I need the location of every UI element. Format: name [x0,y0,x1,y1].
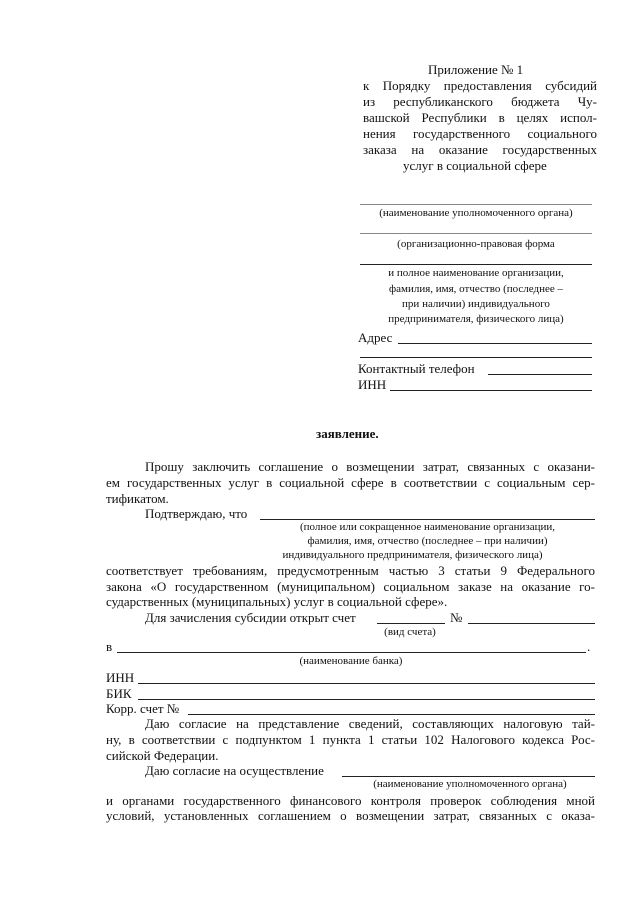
account-number-sign: № [450,610,463,625]
confirm-caption: фамилия, имя, отчество (последнее – при наличии) [307,535,548,547]
inn-label-header: ИНН [358,377,387,392]
body-paragraph-line: закона «О государственном (муниципальном) социальном заказе на оказание го- [106,579,595,594]
org-name-line [360,264,592,265]
consent-authority-field[interactable] [342,776,595,777]
appendix-line: из республиканского бюджета Чу- [363,94,597,109]
address-label: Адрес [358,330,393,345]
body-paragraph-line: соответствует требованиям, предусмотренным частью 3 статьи 9 Федерального [106,563,595,578]
body-paragraph-line: ем государственных услуг в социальной сфере в соответствии с социальным сер- [106,475,595,490]
consent-label: Даю согласие на осуществление [145,763,324,778]
body-paragraph-line: Прошу заключить соглашение о возмещении затрат, связанных с оказани- [145,459,595,474]
body-paragraph-line: ну, в соответствии с подпунктом 1 пункта 1 статьи 102 Налогового кодекса Рос- [106,732,595,747]
body-paragraph-line: тификатом. [106,491,169,506]
body-paragraph-line: Даю согласие на представление сведений, составляющих налоговую тай- [145,716,595,731]
confirm-caption: индивидуального предпринимателя, физического лица) [282,549,543,561]
account-type-caption: (вид счета) [384,626,436,638]
address-field-extra[interactable] [360,357,592,358]
appendix-title: Приложение № 1 [428,62,524,77]
phone-field[interactable] [488,374,592,375]
corr-account-label: Корр. счет № [106,701,180,716]
appendix-line: нения государственного социального [363,126,597,141]
document-heading: заявление. [316,426,379,441]
consent-caption: (наименование уполномоченного органа) [373,778,567,790]
appendix-line: заказа на оказание государственных [363,142,597,157]
org-name-caption: фамилия, имя, отчество (последнее – [388,283,564,295]
account-number-field[interactable] [468,623,595,624]
body-paragraph-line: условий, установленных соглашением о возмещении затрат, связанных с оказа- [106,808,595,823]
bank-line-dot: . [587,639,591,654]
confirm-caption: (полное или сокращенное наименование организации, [299,521,556,533]
inn-label: ИНН [106,670,135,685]
inn-field[interactable] [138,683,595,684]
body-paragraph-line: сударственных (муниципальных) услуг в социальной сфере». [106,594,448,609]
org-form-caption: (организационно-правовая форма [397,238,555,250]
corr-account-field[interactable] [188,714,595,715]
bank-caption: (наименование банка) [299,655,403,667]
confirm-org-field[interactable] [260,519,595,520]
address-field[interactable] [398,343,592,344]
org-name-caption: при наличии) индивидуального [402,298,550,310]
inn-field-header[interactable] [390,390,592,391]
body-paragraph-line: и органами государственного финансового контроля проверок соблюдения мной [106,793,595,808]
bik-label: БИК [106,686,132,701]
account-type-field[interactable] [377,623,445,624]
authority-caption: (наименование уполномоченного органа) [379,207,573,219]
account-label: Для зачисления субсидии открыт счет [145,610,356,625]
bik-field[interactable] [138,699,595,700]
authority-name-line [360,204,592,205]
org-name-caption: предпринимателя, физического лица) [388,313,564,325]
appendix-line: вашской Республики в целях испол- [363,110,597,125]
org-form-line [360,233,592,234]
bank-prefix: в [106,639,113,654]
body-paragraph-line: сийской Федерации. [106,748,219,763]
appendix-line: к Порядку предоставления субсидий [363,78,597,93]
phone-label: Контактный телефон [358,361,475,376]
confirm-label: Подтверждаю, что [145,506,248,521]
org-name-caption: и полное наименование организации, [388,267,564,279]
bank-name-field[interactable] [117,652,586,653]
appendix-line: услуг в социальной сфере [403,158,547,173]
